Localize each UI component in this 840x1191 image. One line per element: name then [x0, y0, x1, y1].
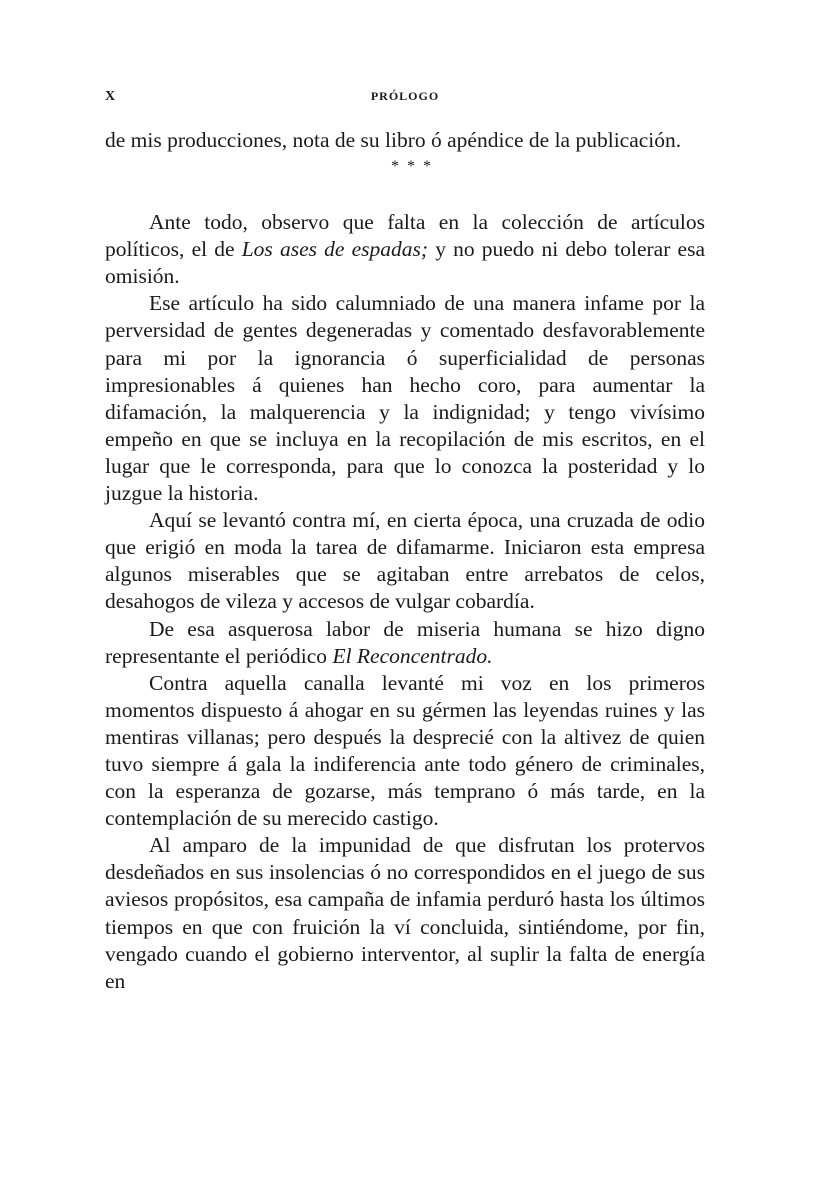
page-body — [105, 127, 705, 995]
paragraph: Contra aquella canalla levanté mi voz en los primeros momentos dispuesto á ahogar en su gérmen las leyendas ruines y las mentiras villanas; pero después la desprecié con la altivez de quien tuvo siempre á gala la indiferencia ante todo género de criminales, con la esperanza de gozarse, más temprano ó más tarde, en la contemplación de su merecido castigo. — [105, 670, 705, 831]
paragraph — [105, 616, 705, 670]
paragraph: Al amparo de la impunidad de que disfrutan los protervos desdeñados en sus insolencias ó no correspondidos en el juego de sus aviesos propósitos, esa campaña de infamia perduró hasta los últimos tiempos en que con fruición la ví concluida, sintiéndome, por fin, vengado cuando el gobierno interventor, al suplir la falta de energía en — [105, 833, 705, 993]
paragraph: Aquí se levantó contra mí, en cierta época, una cruzada de odio que erigió en moda la tarea de difamarme. Iniciaron esta empresa algunos miserables que se agitaban entre arrebatos de celos, desahogos de vileza y accesos de vulgar cobardía. — [105, 508, 705, 614]
running-title: PRÓLOGO — [370, 89, 440, 103]
paragraph-continuation: de mis producciones, nota de su libro ó apéndice de la publicación. — [105, 128, 682, 152]
paragraph-text: Ante todo, observo que falta en la colección de artículos políticos, el de — [105, 210, 705, 262]
page-header — [105, 89, 705, 111]
newspaper-title: El Reconcentrado. — [332, 643, 493, 668]
page-number: X — [105, 89, 116, 104]
paragraph-text: De esa asquerosa labor de miseria humana se hizo digno representante el periódico — [105, 616, 705, 668]
paragraph — [105, 209, 705, 290]
article-title: Los ases de espadas; — [241, 237, 429, 262]
section-separator: * * * — [391, 158, 433, 176]
paragraph-text: y no puedo ni debo tolerar esa omisión. — [105, 237, 705, 289]
paragraph: Ese artículo ha sido calumniado de una manera infame por la perversidad de gentes degeneradas y comentado desfavorablemente para mi por la ignorancia ó superficialidad de personas impresionables á quienes han hecho coro, para aumentar la difamación, la malquerencia y la indignidad; y tengo vivísimo empeño en que se incluya en la recopilación de mis escritos, en el lugar que le corresponda, para que lo conozca la posteridad y lo juzgue la historia. — [105, 291, 705, 506]
